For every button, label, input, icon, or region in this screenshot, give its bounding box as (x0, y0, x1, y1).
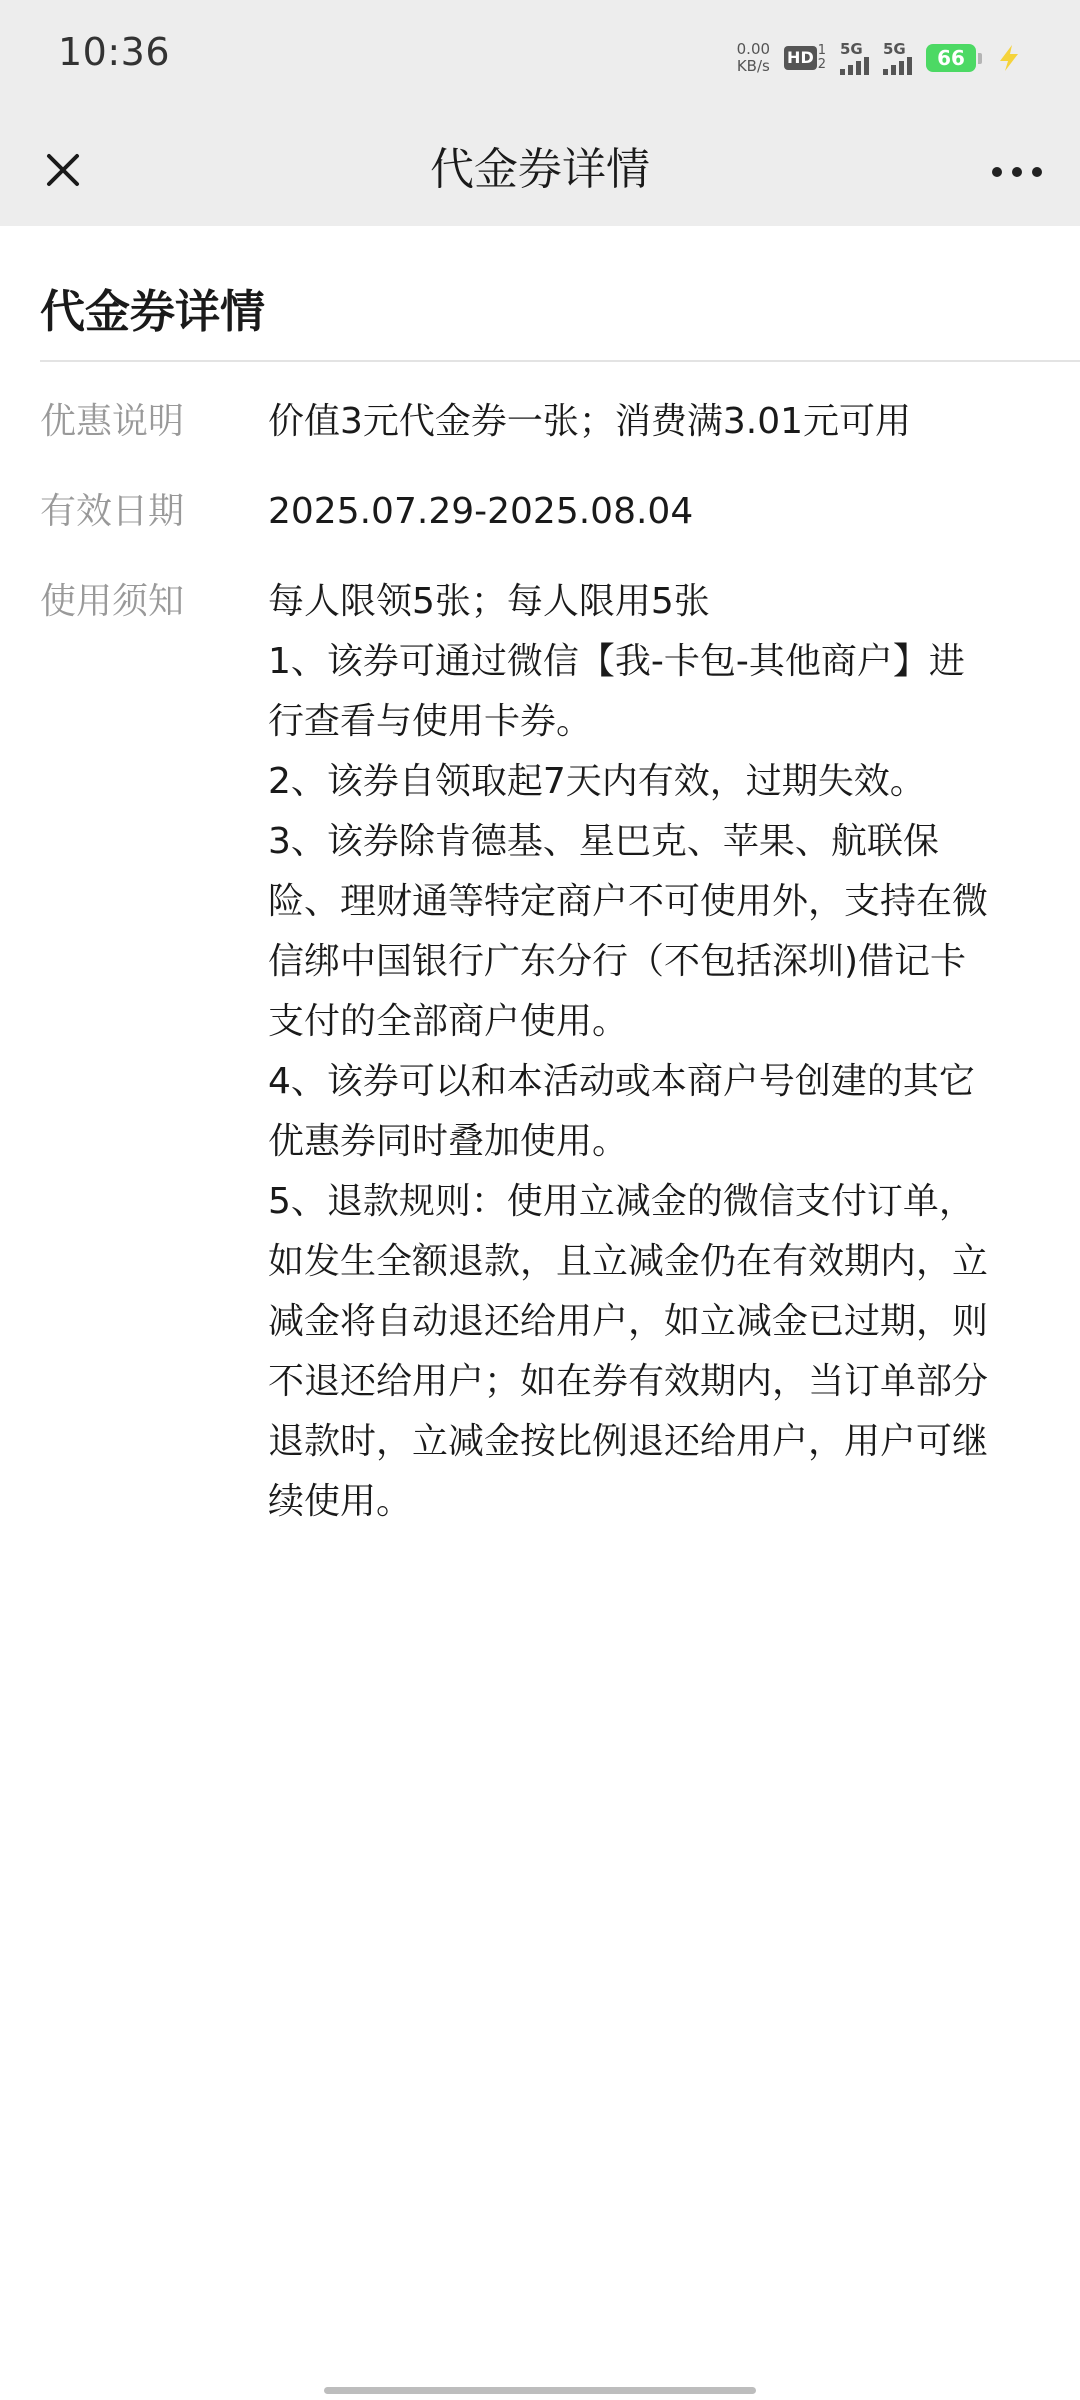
hd-label: HD (784, 46, 817, 70)
network-speed-unit: KB/s (736, 57, 770, 75)
discount-description-label: 优惠说明 (40, 401, 185, 442)
hd-voice-icon (784, 44, 826, 72)
signal-5g-icon-1 (840, 39, 869, 75)
notice-line: 1、该券可通过微信【我-卡包-其他商户】进 (268, 641, 965, 682)
valid-date-label: 有效日期 (40, 491, 185, 532)
signal2-label: 5G (883, 39, 906, 58)
status-icons (737, 38, 1022, 78)
lightning-bolt-icon (996, 44, 1022, 72)
battery-icon (926, 44, 982, 72)
valid-date-value: 2025.07.29-2025.08.04 (268, 491, 694, 532)
more-icon[interactable] (984, 144, 1050, 200)
section-title: 代金券详情 (40, 285, 266, 338)
notice-line: 3、该券除肯德基、星巴克、苹果、航联保 (268, 821, 939, 862)
notice-line: 支付的全部商户使用。 (268, 1001, 629, 1042)
notice-line: 5、退款规则：使用立减金的微信支付订单， (268, 1181, 975, 1222)
notice-line: 优惠券同时叠加使用。 (268, 1121, 629, 1162)
home-indicator[interactable] (324, 2387, 756, 2394)
hd-sim-bottom: 2 (817, 57, 826, 72)
divider (40, 360, 1080, 362)
notice-line: 2、该券自领取起7天内有效，过期失效。 (268, 761, 926, 802)
notice-line: 不退还给用户；如在券有效期内，当订单部分 (268, 1361, 989, 1402)
network-speed-value: 0.00 (736, 40, 771, 58)
notice-line: 如发生全额退款，且立减金仍在有效期内，立 (268, 1241, 989, 1282)
page-title: 代金券详情 (430, 144, 650, 195)
notice-line: 信绑中国银行广东分行（不包括深圳)借记卡 (268, 941, 967, 982)
notice-line: 行查看与使用卡券。 (268, 701, 593, 742)
network-speed (737, 41, 770, 75)
notice-line: 退款时，立减金按比例退还给用户，用户可继 (268, 1421, 989, 1462)
battery-level: 66 (926, 44, 976, 72)
nav-bar (0, 116, 1080, 226)
discount-description-value: 价值3元代金券一张；消费满3.01元可用 (268, 401, 912, 442)
signal-5g-icon-2 (883, 39, 912, 75)
notice-line: 减金将自动退还给用户，如立减金已过期，则 (268, 1301, 989, 1342)
status-time: 10:36 (58, 30, 171, 74)
notice-line: 续使用。 (268, 1481, 413, 1522)
hd-sim-top: 1 (817, 43, 826, 58)
status-bar (0, 0, 1080, 116)
notice-line: 4、该券可以和本活动或本商户号创建的其它 (268, 1061, 975, 1102)
notice-line: 险、理财通等特定商户不可使用外，支持在微 (268, 881, 989, 922)
usage-notice-value (268, 572, 1068, 1532)
usage-notice-label: 使用须知 (40, 581, 185, 622)
signal1-label: 5G (840, 39, 863, 58)
notice-line: 每人限领5张；每人限用5张 (268, 581, 710, 622)
